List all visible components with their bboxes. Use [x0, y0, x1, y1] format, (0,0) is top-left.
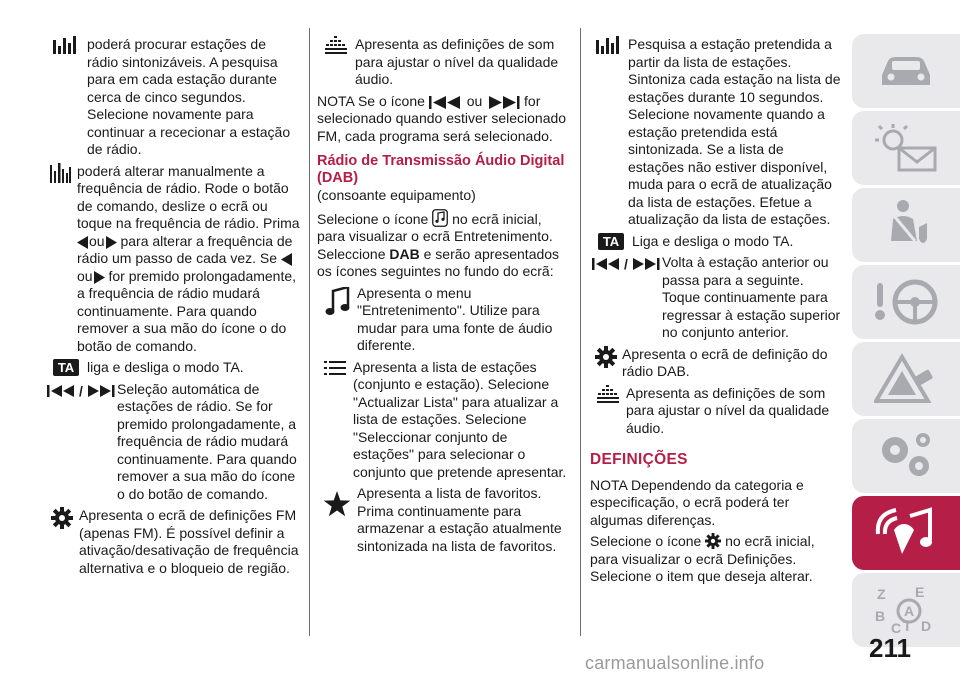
station-list-text: Apresenta a lista de estações (conjunto e estação). Selecione "Actualizar Lista" para atualizar a lista de estações. Selecione "Seleccionar conjunto de estações" para selecionar o conjunto que pretende apresentar.	[353, 358, 567, 480]
dab-settings-text: Apresenta o ecrã de definição do rádio DAB.	[622, 345, 828, 379]
tune-entry	[45, 163, 300, 356]
car-icon	[876, 51, 936, 91]
definicoes-nota: NOTA Dependendo da categoria e especificação, o ecrã poderá ter algumas diferenças.	[590, 476, 804, 528]
emergency-triangle-icon	[874, 353, 938, 405]
svg-text:E: E	[915, 584, 925, 600]
music-entry	[317, 285, 569, 355]
tab-warnings[interactable]	[852, 111, 960, 185]
tab-maintenance[interactable]	[852, 419, 960, 493]
svg-text:C: C	[891, 620, 902, 636]
steering-wheel-icon	[871, 275, 941, 329]
gears-icon	[873, 428, 939, 484]
gear-icon	[45, 507, 79, 529]
scan-entry	[45, 36, 300, 159]
favorites-entry	[317, 485, 569, 555]
ta-entry	[45, 359, 300, 377]
seatbelt-icon	[881, 197, 931, 253]
ta-text: liga e desliga o modo TA.	[87, 359, 244, 375]
step-left-icon	[77, 236, 89, 249]
svg-text:T: T	[903, 618, 912, 634]
tab-emergency[interactable]	[852, 342, 960, 416]
chapter-tabs	[852, 34, 960, 650]
tab-driving[interactable]	[852, 265, 960, 339]
scan-icon	[590, 36, 628, 54]
gear-icon	[590, 346, 622, 368]
equipment-note: (consoante equipamento)	[317, 187, 476, 203]
seek-back-icon	[429, 96, 463, 109]
tab-safety[interactable]	[852, 188, 960, 262]
svg-text:Z: Z	[877, 586, 886, 602]
list-icon	[317, 359, 353, 375]
star-icon	[317, 485, 357, 517]
watermark: carmanualsonline.info	[585, 653, 765, 673]
seek-icon: /	[590, 254, 662, 270]
dab-settings-entry	[590, 346, 842, 381]
definicoes-heading: DEFINIÇÕES	[590, 451, 688, 468]
seek-text: Seleção automática de estações de rádio. Se for premido prolongadamente, a frequência de rádio mudará continuamente. Para quando remover a sua mão do ícone o do botão de comando.	[117, 380, 297, 502]
dab-heading: Rádio de Transmissão Áudio Digital (DAB)	[317, 153, 565, 186]
ta-badge: TA	[53, 359, 79, 376]
svg-text:B: B	[875, 608, 886, 624]
nota-paragraph: NOTA Se o ícone ou for selecionado quando estiver selecionado FM, cada programa será selecionado.	[317, 92, 567, 144]
tab-vehicle[interactable]	[852, 34, 960, 108]
entertainment-icon	[432, 209, 448, 227]
settings-text: Apresenta o ecrã de definições FM (apenas FM). É possível definir a ativação/desativação de frequência alternativa e o bloqueio de região.	[79, 507, 299, 576]
tune-icon	[45, 163, 77, 183]
music-text: Apresenta o menu "Entretenimento". Utilize para mudar para uma fonte de áudio diferente.	[357, 284, 553, 353]
scan-text: poderá procurar estações de rádio sintonizáveis. A pesquisa para em cada estação durante cerca de cinco segundos. Selecione novamente para continuar a rececionar a estação de rádio.	[87, 36, 291, 157]
dab-seek-text: Volta à estação anterior ou passa para a seguinte. Toque continuamente para regressar à estação superior no conjunto anterior.	[662, 254, 841, 340]
music-icon	[317, 285, 357, 317]
svg-text:A: A	[904, 603, 915, 619]
column-middle	[317, 36, 569, 559]
dab-scan-text: Pesquisa a estação pretendida a partir da lista de estações. Sintoniza cada estação na lista de estações durante 10 segundos. Selecione novamente quando a estação pretendida está sintonizada. Se a lista de estações não estiver disponível, muda para o ecrã de atualização da lista de estações. Efetue a atualização da lista de estações.	[628, 36, 841, 227]
tab-multimedia[interactable]	[852, 496, 960, 570]
column-divider	[309, 28, 310, 636]
seek-icon: /	[45, 381, 117, 397]
tune-text: poderá alterar manualmente a frequência de rádio. Rode o botão de comando, deslize o ecrã ou toque na frequência de rádio. Prima ou para alterar a frequência de rádio um passo de cada vez. Se ou for premido prolongadamente, a frequência de rádio mudará continuamente. Para quando remover a sua mão do ícone o do botão de comando.	[77, 162, 300, 354]
ta-badge: TA	[598, 233, 624, 250]
warning-lights-icon	[873, 122, 939, 174]
dab-scan-entry	[590, 36, 842, 229]
sound-entry	[317, 36, 569, 89]
sound-icon	[590, 385, 626, 405]
step-right-icon	[93, 271, 105, 284]
sound-icon	[317, 36, 355, 56]
step-right-icon	[105, 236, 117, 249]
favorites-text: Apresenta a lista de favoritos. Prima continuamente para armazenar a estação atualmente sintonizada na lista de favoritos.	[357, 485, 562, 554]
gear-icon	[705, 533, 721, 549]
scan-icon	[45, 36, 87, 54]
station-list-entry	[317, 359, 569, 482]
seek-entry	[45, 381, 300, 504]
column-divider	[580, 28, 581, 636]
dab-seek-entry	[590, 254, 842, 342]
page-number: 211	[869, 633, 911, 663]
sound-text: Apresenta as definições de som para ajustar o nível da qualidade áudio.	[355, 36, 559, 87]
definicoes-select: Selecione o ícone no ecrã inicial, para visualizar o ecrã Definições. Selecione o item que deseja alterar.	[590, 533, 815, 584]
select-paragraph: Selecione o ícone no ecrã inicial, para visualizar o ecrã Entretenimento. Seleccione DAB e serão apresentados os ícones seguintes no fundo do ecrã:	[317, 210, 560, 279]
seek-forward-icon	[486, 96, 520, 109]
dab-sound-entry	[590, 385, 842, 438]
alphabet-index-icon	[871, 583, 941, 637]
svg-text:D: D	[921, 618, 932, 634]
column-left	[45, 36, 300, 581]
multimedia-icon	[868, 504, 944, 562]
dab-ta-text: Liga e desliga o modo TA.	[632, 232, 794, 249]
settings-entry	[45, 507, 300, 577]
dab-sound-text: Apresenta as definições de som para ajustar o nível da qualidade áudio.	[626, 384, 830, 436]
step-left-icon	[281, 253, 293, 266]
dab-ta-entry	[590, 233, 842, 251]
column-right	[590, 36, 842, 590]
